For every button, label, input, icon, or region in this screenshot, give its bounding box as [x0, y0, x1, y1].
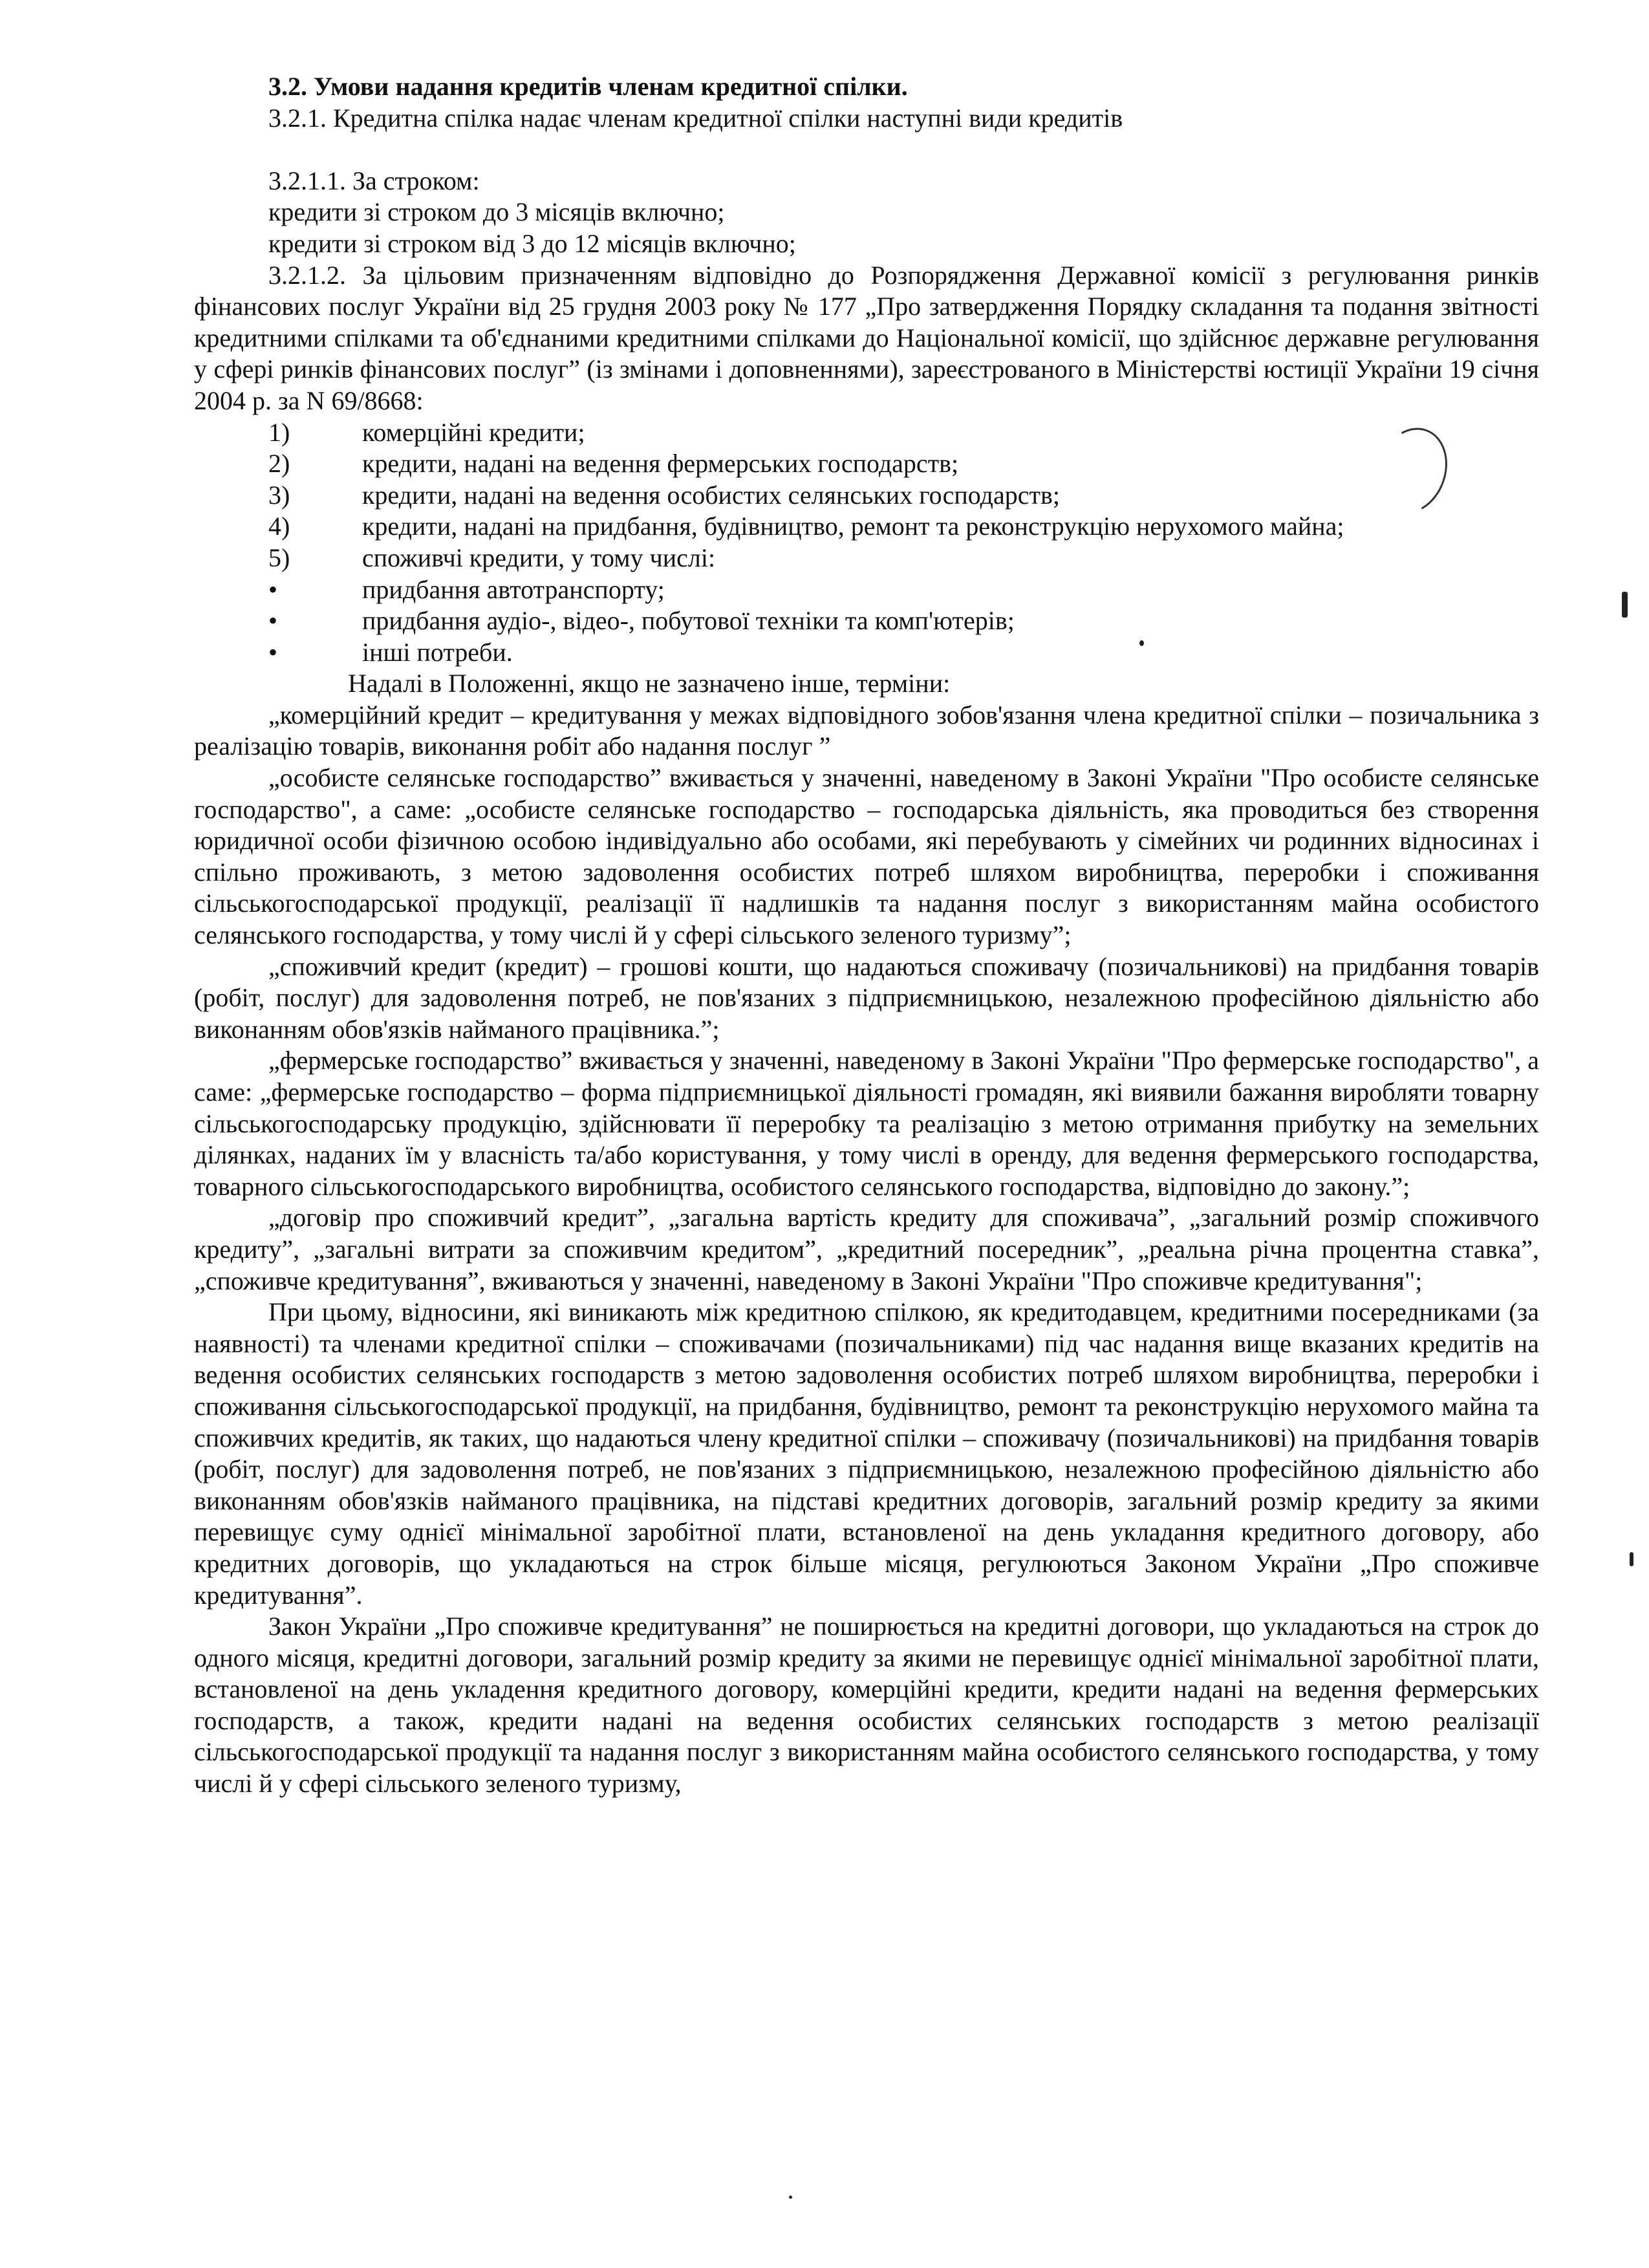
- paragraph-relations: При цьому, відносини, які виникають між кредитною спілкою, як кредитодавцем, кредитними посередниками (за наявності) та членами кредитної спілки – споживачами (позичальниками) під час надання вище вказаних кредитів на ведення особистих селянських господарств з метою задоволення особистих потреб шляхом виробництва, переробки і споживання сільськогосподарської продукції, на придбання, будівництво, ремонт та реконструкцію нерухомого майна та споживчих кредитів, як таких, що надаються члену кредитної спілки – споживачу (позичальникові) на придбання товарів (робіт, послуг) для задоволення потреб, не пов'язаних з підприємницькою, незалежною професійною діяльністю або виконанням обов'язків найманого працівника, на підставі кредитних договорів, загальний розмір кредиту за якими перевищує суму однієї мінімальної заробітної плати, встановленої на день укладання кредитного договору, або кредитних договорів, що укладаються на строк більше місяця, регулюються Законом України „Про споживче кредитування”.: [194, 1297, 1539, 1610]
- definition-consumer-credit: „споживчий кредит (кредит) – грошові кошти, що надаються споживачу (позичальникові) на придбання товарів (робіт, послуг) для задоволення потреб, не пов'язаних з підприємницькою, незалежною професійною діяльністю або виконанням обов'язків найманого працівника.”;: [194, 951, 1539, 1044]
- purpose-list: [194, 417, 1539, 669]
- terms-intro: Надалі в Положенні, якщо не зазначено інше, терміни:: [348, 669, 951, 698]
- term-item: кредити зі строком від 3 до 12 місяців включно;: [268, 228, 796, 258]
- paragraph-3-2-1: 3.2.1. Кредитна спілка надає членам кредитної спілки наступні види кредитів: [268, 103, 1123, 133]
- list-number: 5): [268, 543, 290, 572]
- list-number: 4): [268, 512, 290, 541]
- scan-speck: [789, 2196, 792, 2199]
- definition-consumer-contract: „договір про споживчий кредит”, „загальна вартість кредиту для споживача”, „загальний розмір споживчого кредиту”, „загальні витрати за споживчим кредитом”, „кредитний посередник”, „реальна річна процентна ставка”, „споживче кредитування”, вживаються у значенні, наведеному в Законі України "Про споживче кредитування";: [194, 1203, 1539, 1295]
- list-item: [194, 543, 1539, 574]
- bullet-item-text: інші потреби.: [362, 637, 513, 667]
- paragraph-3-2-1-1: 3.2.1.1. За строком:: [268, 166, 480, 195]
- scan-speck: [1139, 640, 1144, 646]
- bullet-item: [194, 637, 1539, 669]
- list-item: [194, 417, 1539, 449]
- bullet-item-text: придбання аудіо-, відео-, побутової техніки та комп'ютерів;: [362, 606, 1015, 636]
- paragraph-law-scope: Закон України „Про споживче кредитування” не поширюється на кредитні договори, що укладаються на строк до одного місяця, кредитні договори, загальний розмір кредиту за якими не перевищує однієї мінімальної заробітної плати, встановленої на день укладення кредитного договору, комерційні кредити, кредити надані на ведення фермерських господарств, а також, кредити надані на ведення особистих селянських господарств з метою реалізації сільськогосподарської продукції та надання послуг з використанням майна особистого селянського господарства, у тому числі й у сфері сільського зеленого туризму,: [194, 1612, 1539, 1798]
- bullet-icon: [194, 574, 362, 606]
- list-item-text: кредити, надані на придбання, будівництво, ремонт та реконструкцію нерухомого майна;: [362, 512, 1344, 541]
- paragraph-3-2-1-2: 3.2.1.2. За цільовим призначенням відповідно до Розпорядження Державної комісії з регулювання ринків фінансових послуг України від 25 грудня 2003 року № 177 „Про затвердження Порядку складання та подання звітності кредитними спілками та об'єднаними кредитними спілками до Національної комісії, що здійснює державне регулювання у сфері ринків фінансових послуг” (із змінами і доповненнями), зареєстрованого в Міністерстві юстиції України 19 січня 2004 р. за N 69/8668:: [194, 260, 1539, 415]
- definition-farm: „фермерське господарство” вживається у значенні, наведеному в Законі України "Про фермерське господарство", а саме: „фермерське господарство – форма підприємницької діяльності громадян, які виявили бажання виробляти товарну сільськогосподарську продукцію, здійснювати її переробку та реалізацію з метою отримання прибутку на земельних ділянках, наданих їм у власність та/або користування, у тому числі в оренду, для ведення фермерського господарства, товарного сільськогосподарського виробництва, особистого селянського господарства, відповідно до закону.”;: [194, 1046, 1539, 1201]
- bullet-item: [194, 574, 1539, 606]
- bullet-icon: [194, 605, 362, 637]
- bullet-icon: [194, 637, 362, 669]
- bullet-item: [194, 605, 1539, 637]
- document-page: [194, 71, 1539, 1800]
- list-number: 2): [268, 449, 290, 479]
- scan-speck: [1622, 592, 1628, 618]
- section-heading: 3.2. Умови надання кредитів членам кредитної спілки.: [268, 72, 908, 101]
- list-number: 1): [268, 417, 290, 447]
- list-item-text: комерційні кредити;: [362, 417, 585, 447]
- blank-line: [194, 134, 1539, 166]
- definition-commercial-credit: „комерційний кредит – кредитування у межах відповідного зобов'язання члена кредитної спілки – позичальника з реалізацію товарів, виконання робіт або надання послуг ”: [194, 700, 1539, 761]
- list-item: [194, 448, 1539, 480]
- list-item-text: споживчі кредити, у тому числі:: [362, 543, 716, 572]
- list-item: [194, 480, 1539, 512]
- list-number: 3): [268, 480, 290, 510]
- scan-speck: [1630, 1552, 1633, 1566]
- list-item-text: кредити, надані на ведення фермерських господарств;: [362, 449, 959, 479]
- term-item: кредити зі строком до 3 місяців включно;: [268, 197, 725, 227]
- definition-personal-household: „особисте селянське господарство” вживається у значенні, наведеному в Законі України "Про особисте селянське господарство", а саме: „особисте селянське господарство – господарська діяльність, яка проводиться без створення юридичної особи фізичною особою індивідуально або особами, які перебувають у сімейних чи родинних відносинах і спільно проживають, з метою задоволення особистих потреб шляхом виробництва, переробки і споживання сільськогосподарської продукції, реалізації її надлишків та надання послуг з використанням майна особистого селянського господарства, у тому числі й у сфері сільського зеленого туризму”;: [194, 763, 1539, 950]
- list-item: [194, 511, 1539, 543]
- bullet-item-text: придбання автотранспорту;: [362, 574, 665, 604]
- list-item-text: кредити, надані на ведення особистих селянських господарств;: [362, 480, 1060, 510]
